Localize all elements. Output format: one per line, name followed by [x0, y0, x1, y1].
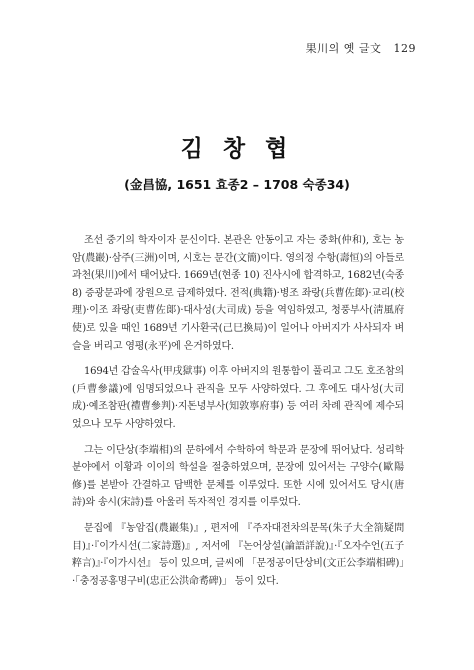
running-header: [306, 40, 416, 56]
paragraph: 조선 중기의 학자이자 문신이다. 본관은 안동이고 자는 중화(仲和), 호는 농암(農巖)·삼주(三洲)이며, 시호는 문간(文簡)이다. 영의정 수항(壽恒)의 아들로 과천(果川)에서 태어났다. 1669년(현종 10) 진사시에 합격하고, 1682년(숙종 8) 증광문과에 장원으로 급제하였다. 전적(典籍)·병조 좌랑(兵曹佐郞)·교리(校理)·이조 좌랑(吏曹佐郞)·대사성(大司成) 등을 역임하였고, 청풍부사(淸風府使)로 있을 때인 1689년 기사환국(己巳換局)이 일어나 아버지가 사사되자 벼슬을 버리고 영평(永平)에 은거하였다.: [72, 235, 404, 352]
page-number: 129: [393, 42, 416, 55]
page-subtitle: (金昌協, 1651 효종2 – 1708 숙종34): [124, 177, 350, 192]
page-title: 김 창 협: [180, 135, 294, 162]
paragraph: 1694년 갑술옥사(甲戌獄事) 이후 아버지의 원통함이 풀리고 그도 호조참의(戶曹參議)에 임명되었으나 관직을 모두 사양하였다. 그 후에도 대사성(大司成)·예조참판(禮曹參判)·지돈녕부사(知敦寧府事) 등 여러 차례 관직에 제수되었으나 모두 사양하였다.: [72, 366, 404, 430]
header-text: 果川의 옛 글文: [305, 42, 382, 55]
paragraph: 문집에 『농암집(農巖集)』, 편저에 『주자대전차의문목(朱子大全箚疑問目)』·『이가시선(二家詩選)』, 저서에 『논어상설(論語詳說)』·『오자수언(五子粹言)』·『이가시선』 등이 있으며, 글씨에 「문정공이단상비(文正公李端相碑)」·「충정공홍명구비(忠正公洪命耉碑)」 등이 있다.: [72, 522, 404, 587]
body-text: [72, 232, 404, 598]
paragraph: 그는 이단상(李端相)의 문하에서 수학하여 학문과 문장에 뛰어났다. 성리학 분야에서 이황과 이이의 학설을 절충하였으며, 문장에 있어서는 구양수(歐陽修)를 본받아 간결하고 담백한 문체를 이루었다. 또한 시에 있어서도 당시(唐詩)와 송시(宋詩)를 아울러 독자적인 경지를 이루었다.: [72, 444, 404, 509]
